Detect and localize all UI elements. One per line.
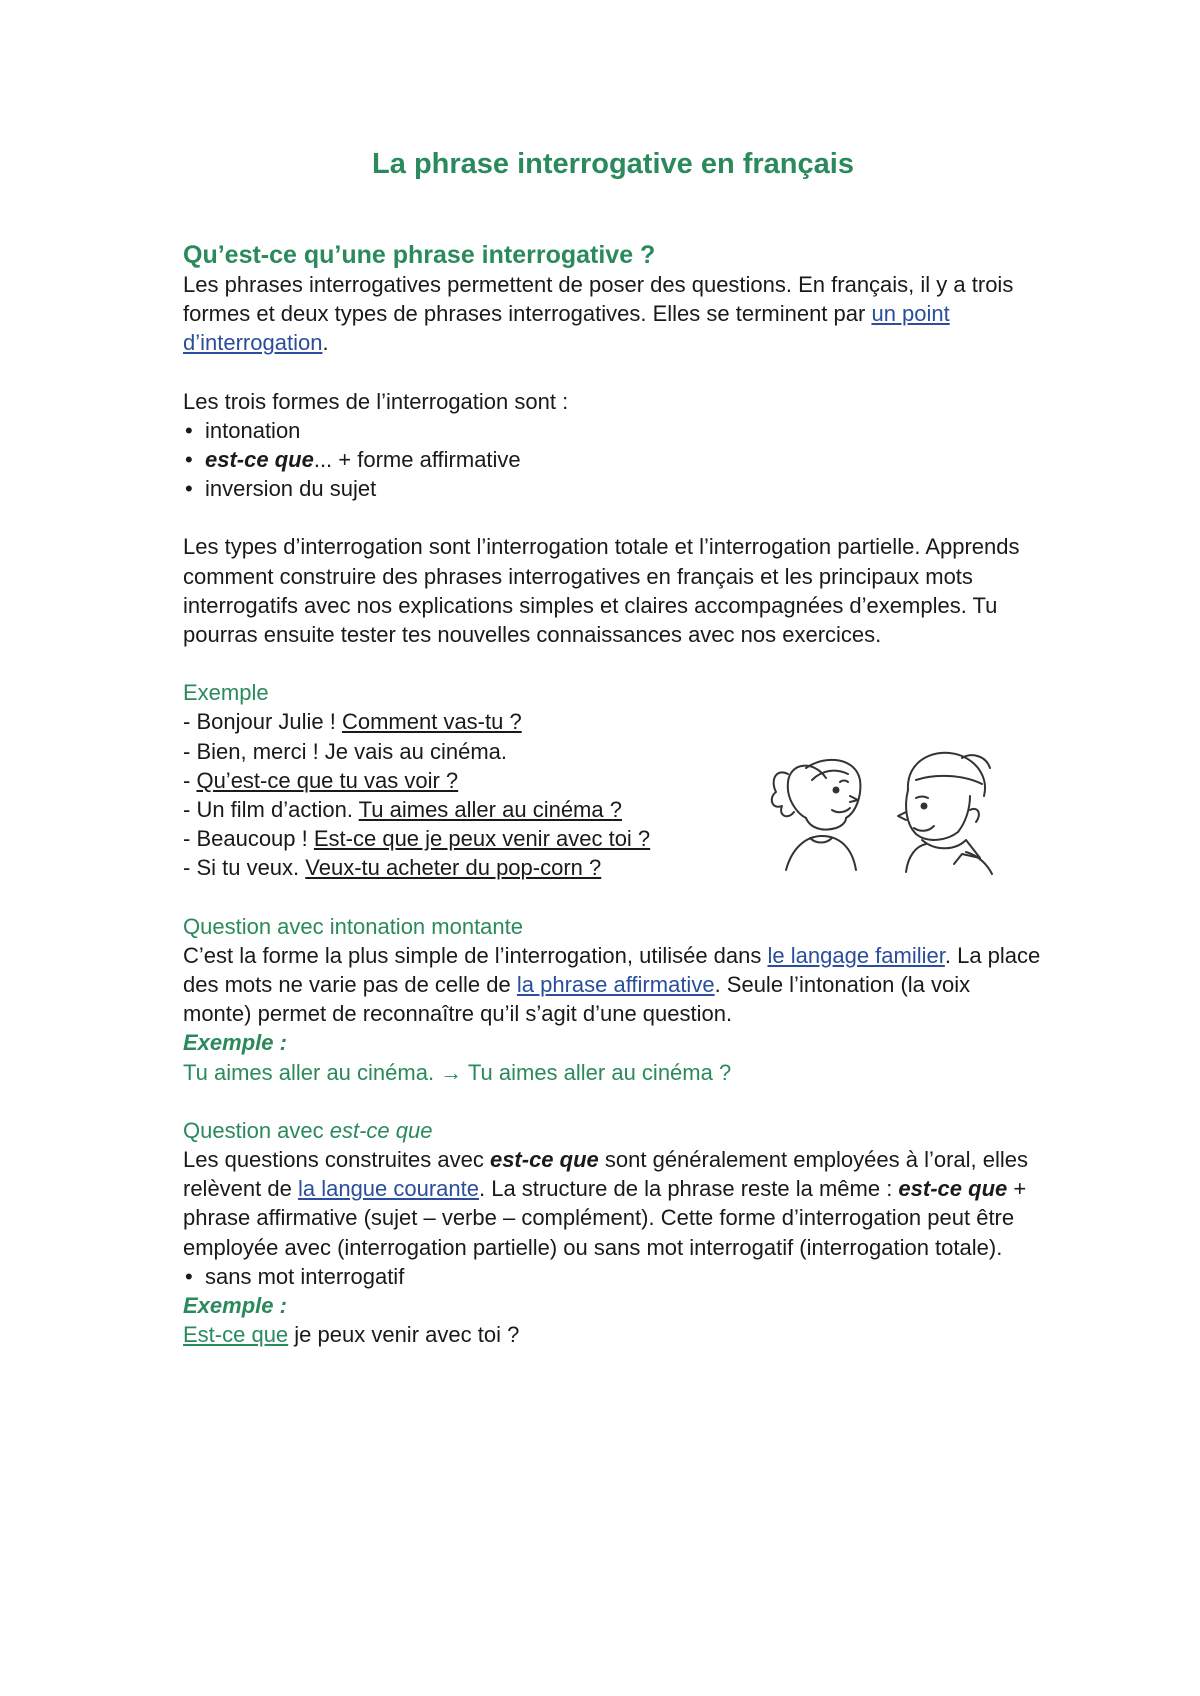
intro-text: Les phrases interrogatives permettent de poser des questions. En français, il y a trois formes et deux types de phrases interrogatives. Elles se terminent par — [183, 272, 1014, 327]
list-item — [183, 474, 1043, 503]
dialogue-line: - Un film d’action. Tu aimes aller au cinéma ? — [183, 797, 622, 823]
estceque-paragraph: Les questions construites avec est-ce que sont généralement employées à l’oral, elles relèvent de la langue courante. La structure de la phrase reste la même : est-ce que + phrase affirmative (sujet – verbe – complément). Cette forme d’interrogation peut être employée avec (interrogation partielle) ou sans mot interrogatif (interrogation totale). — [183, 1147, 1029, 1260]
form-intonation: intonation — [205, 417, 301, 443]
bullet-icon: • — [185, 1263, 193, 1289]
dialogue-line: - Bien, merci ! Je vais au cinéma. — [183, 738, 508, 764]
list-item — [183, 416, 1043, 445]
dialogue-line: - Qu’est-ce que tu vas voir ? — [183, 767, 459, 793]
dialogue-line: - Beaucoup ! Est-ce que je peux venir avec toi ? — [183, 826, 651, 852]
intro-text-end: . — [322, 330, 329, 356]
intonation-heading: Question avec intonation montante — [183, 913, 524, 939]
forms-list — [183, 416, 1043, 504]
form-estceque-em: est-ce que — [205, 447, 314, 473]
section-heading-definition: Qu’est-ce qu’une phrase interrogative ? — [183, 241, 656, 269]
bullet-icon: • — [185, 447, 193, 473]
langue-courante-link[interactable]: la langue courante — [297, 1176, 479, 1202]
example-heading: Exemple — [183, 680, 269, 706]
form-inversion: inversion du sujet — [205, 476, 377, 502]
intonation-paragraph: C’est la forme la plus simple de l’interrogation, utilisée dans le langage familier. La place des mots ne varie pas de celle de la phrase affirmative. Seule l’intonation (la voix monte) permet de reconnaître qu’il s’agit d’une question. — [183, 942, 1041, 1027]
two-children-illustration — [766, 740, 1006, 880]
estceque-heading: Question avec est-ce que — [183, 1117, 433, 1143]
intonation-example-text: Tu aimes aller au cinéma. → Tu aimes aller au cinéma ? — [183, 1059, 732, 1085]
forms-intro: Les trois formes de l’interrogation sont : — [183, 388, 569, 414]
form-estceque-rest: ... + forme affirmative — [313, 447, 521, 473]
intro-paragraph — [183, 270, 1043, 358]
estceque-example-label: Exemple : — [183, 1293, 287, 1319]
estceque-list — [183, 1262, 1043, 1291]
estceque-example-link[interactable]: Est-ce que — [183, 1322, 289, 1348]
list-item — [183, 1262, 1043, 1291]
types-paragraph: Les types d’interrogation sont l’interrogation totale et l’interrogation partielle. Apprends comment construire des phrases interrogatives en français et les principaux mots interrogatifs avec nos explications simples et claires accompagnées d’exemples. Tu pourras ensuite tester tes nouvelles connaissances avec nos exercices. — [183, 534, 1020, 648]
phrase-affirmative-link[interactable]: la phrase affirmative — [516, 972, 715, 998]
dialogue-line: - Bonjour Julie ! Comment vas-tu ? — [183, 709, 522, 735]
point-interrogation-link[interactable]: un point d’interrogation — [183, 301, 950, 356]
bullet-icon: • — [185, 476, 193, 502]
intonation-example-label: Exemple : — [183, 1030, 287, 1056]
page-title: La phrase interrogative en français — [372, 148, 854, 180]
langage-familier-link[interactable]: le langage familier — [767, 942, 945, 968]
dialogue-line: - Si tu veux. Veux-tu acheter du pop-corn ? — [183, 855, 602, 881]
bullet-icon: • — [185, 417, 193, 443]
sans-mot-text: sans mot interrogatif — [205, 1263, 405, 1289]
list-item — [183, 445, 1043, 474]
estceque-example-text: Est-ce que je peux venir avec toi ? — [183, 1322, 520, 1348]
